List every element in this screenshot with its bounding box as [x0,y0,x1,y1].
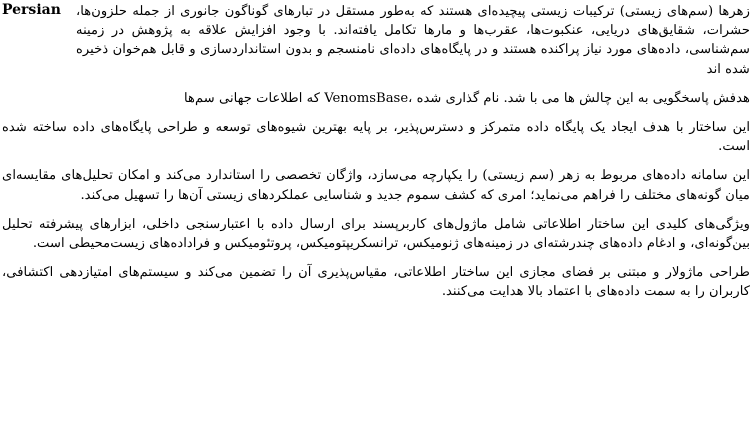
paragraph-3: این ساختار با هدف ایجاد یک پایگاه داده متمرکز و دسترس‌پذیر، بر پایه بهترین شیوه‌های توسعه و طراحی پایگاه‌های داده ساخته شده است. [2,120,750,155]
language-label: Persian [2,2,61,18]
paragraph-4: این سامانه داده‌های مربوط به زهر (سم زیستی) را یکپارچه می‌سازد، واژگان تخصصی را استاندارد می‌کند و امکان تحلیل‌های مقایسه‌ای میان گونه‌های مختلف را فراهم می‌نماید؛ امری که کشف سموم جدید و شناسایی عملکردهای زیستی آن‌ها را تسهیل می‌کند. [2,168,750,203]
paragraph-6: طراحی ماژولار و مبتنی بر فضای مجازی این ساختار اطلاعاتی، مقیاس‌پذیری آن را تضمین می‌کند و سیستم‌های امتیازدهی اکتشافی، کاربران را به سمت داده‌های با اعتماد بالا هدایت می‌کنند. [2,265,750,300]
paragraph-5: ویژگی‌های کلیدی این ساختار اطلاعاتی شامل ماژول‌های کاربرپسند برای ارسال داده با اعتبارسنجی داخلی، ابزارهای پیشرفته تحلیل بین‌گونه‌ای، و ادغام داده‌های چندرشته‌ای در زمینه‌های ژنومیکس، ترانسکریپتومیکس، پروتئومیکس و فراداده‌های زیست‌محیطی است. [2,216,750,252]
paragraph-2: هدفش پاسخگویی به این چالش ها می با شد. نام گذاری شده ،VenomsBase که اطلاعات جهانی سم‌ها [184,90,750,106]
paragraph-1: زهرها (سم‌های زیستی) ترکیبات زیستی پیچیده‌ای هستند که به‌طور مستقل در تبارهای گوناگون جانوری از جمله حلزون‌ها، حشرات، شقایق‌های دریایی، عنکبوت‌ها، عقرب‌ها و مارها تکامل یافته‌اند. با وجود افزایش علاقه به پژوهش در زمینه سم‌شناسی، داده‌های مورد نیاز پراکنده هستند و در پایگاه‌های داده‌ای نامنسجم و بدون استانداردسازی و قابل هم‌خوان ذخیره شده اند [76,4,750,77]
